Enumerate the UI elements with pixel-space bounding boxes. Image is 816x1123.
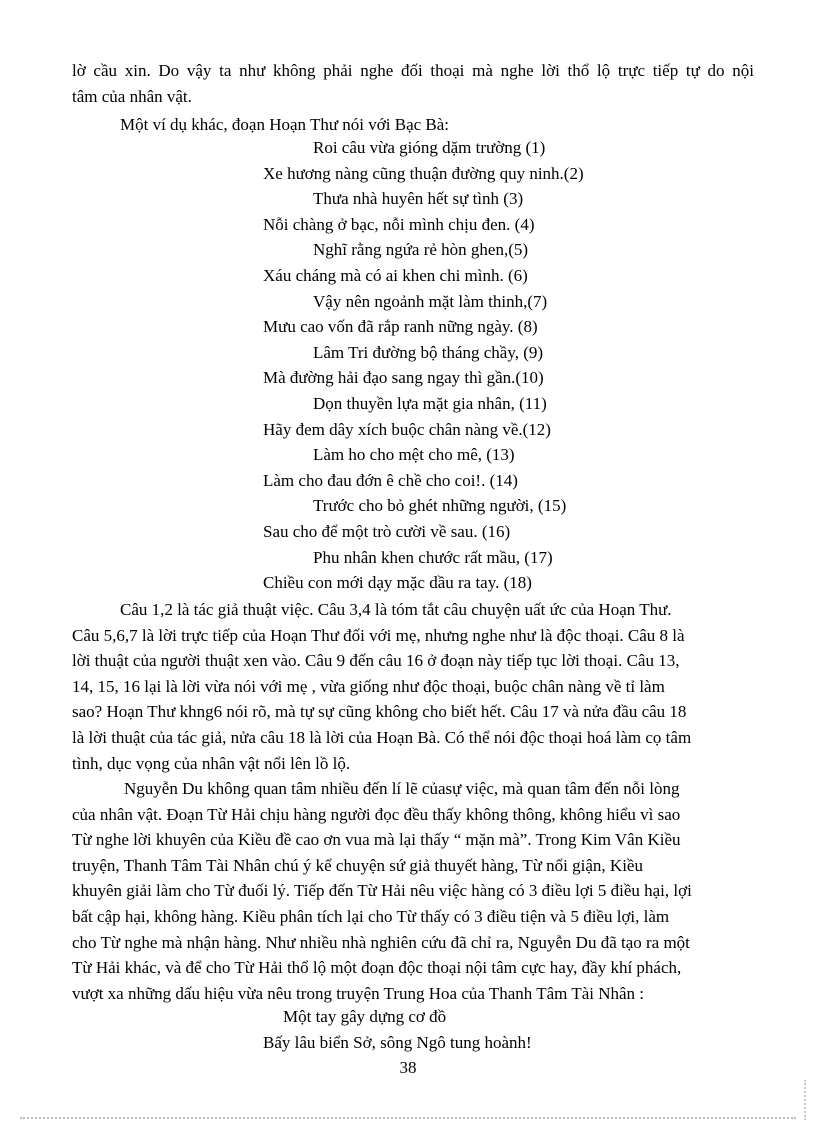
text-line: bất cập hại, không hàng. Kiều phân tích lại cho Từ thấy có 3 điều tiện và 5 điều lợi, làm: [72, 906, 670, 926]
text-line: Câu 5,6,7 là lời trực tiếp của Hoạn Thư đối với mẹ, nhưng nghe như là độc thoại. Câu 8 là: [72, 625, 685, 645]
text-line: tình, dục vọng của nhân vật nổi lên lồ lộ.: [72, 753, 351, 773]
verse-line: Roi câu vừa gióng dặm trường (1): [313, 138, 546, 157]
text-line: Từ Hải khác, và để cho Từ Hải thổ lộ một đoạn độc thoại nội tâm cực hay, đầy khí phách,: [72, 958, 682, 978]
text-line: Từ nghe lời khuyên của Kiều đề cao ơn vua mà lại thấy “ mặn mà”. Trong Kim Vân Kiều: [72, 830, 681, 850]
text-line: Câu 1,2 là tác giả thuật việc. Câu 3,4 là tóm tắt câu chuyện uất ức của Hoạn Thư.: [120, 600, 672, 619]
verse-line: Nỗi chàng ở bạc, nỗi mình chịu đen. (4): [263, 214, 535, 234]
page-border-right: [804, 1080, 806, 1120]
text-line: cho Từ nghe mà nhận hàng. Như nhiều nhà nghiên cứu đã chỉ ra, Nguyễn Du đã tạo ra một: [72, 932, 690, 952]
text-line: Nguyễn Du không quan tâm nhiều đến lí lẽ củasự việc, mà quan tâm đến nỗi lòng: [124, 779, 680, 798]
text-line: lờ cầu xin. Do vậy ta như không phải nghe đối thoại mà nghe lời thổ lộ trực tiếp tự do nội: [72, 61, 754, 80]
verse-line: Lâm Tri đường bộ tháng chầy, (9): [313, 342, 544, 362]
verse-line: Vậy nên ngoảnh mặt làm thinh,(7): [313, 291, 548, 311]
verse-line: Dọn thuyền lựa mặt gia nhân, (11): [313, 394, 547, 413]
verse-line: Làm ho cho mệt cho mê, (13): [313, 445, 515, 465]
text-line: là lời thuật của tác giả, nửa câu 18 là lời của Hoạn Bà. Có thể nói độc thoại hoá làm cọ tâm: [72, 727, 692, 747]
verse-line: Mà đường hải đạo sang ngay thì gần.(10): [263, 368, 544, 388]
text-line: sao? Hoạn Thư khng6 nói rõ, mà tự sự cũng không cho biết hết. Câu 17 và nửa đầu câu 18: [72, 702, 687, 722]
verse-line: Trước cho bỏ ghét những người, (15): [313, 496, 567, 516]
verse-line: Làm cho đau đớn ê chề cho coi!. (14): [263, 470, 518, 490]
paragraph-continuation: [72, 58, 754, 109]
verse-line: Chiều con mới dạy mặc dầu ra tay. (18): [263, 573, 532, 593]
verse-line: Phu nhân khen chước rất mầu, (17): [313, 547, 553, 567]
verse-line: Sau cho để một trò cười về sau. (16): [263, 522, 511, 541]
verse-line: Nghĩ rằng ngứa rẻ hòn ghen,(5): [313, 240, 529, 260]
verse-line: Thưa nhà huyên hết sự tình (3): [313, 189, 524, 209]
page-number: 38: [399, 1058, 417, 1077]
analysis-paragraph: [72, 597, 754, 776]
text-line: tâm của nhân vật.: [72, 86, 192, 106]
text-line: Một ví dụ khác, đoạn Hoạn Thư nói với Bạc Bà:: [120, 115, 450, 134]
text-line: lời thuật của người thuật xen vào. Câu 9 đến câu 16 ở đoạn này tiếp tục lời thoại. Câu 13,: [72, 651, 680, 671]
page-border-bottom: [20, 1117, 796, 1119]
text-line: 14, 15, 16 lại là lời vừa nói với mẹ , vừa giống như độc thoại, buộc chân nàng về tỉ làm: [72, 676, 665, 696]
verse-line: Bấy lâu biển Sở, sông Ngô tung hoành!: [263, 1032, 532, 1052]
text-line: của nhân vật. Đoạn Từ Hải chịu hàng người đọc đều thấy không thông, không hiểu vì sao: [72, 804, 681, 824]
verse-line: Hãy đem dây xích buộc chân nàng về.(12): [263, 419, 551, 439]
verse-line: Xáu cháng mà có ai khen chi mình. (6): [263, 266, 528, 285]
text-line: vượt xa những dấu hiệu vừa nêu trong truyện Trung Hoa của Thanh Tâm Tài Nhân :: [72, 983, 645, 1003]
nguyen-du-paragraph: [72, 776, 754, 1006]
text-line: truyện, Thanh Tâm Tài Nhân chú ý kể chuyện sứ giả thuyết hàng, Từ nổi giận, Kiều: [72, 855, 643, 875]
text-line: khuyên giải làm cho Từ đuối lý. Tiếp đến Từ Hải nêu việc hàng có 3 điều lợi 5 điều hại, lợi: [72, 881, 692, 901]
intro-line: [120, 112, 760, 138]
verse-line: Một tay gây dựng cơ đồ: [283, 1007, 447, 1026]
verse-line: Xe hương nàng cũng thuận đường quy ninh.(2): [263, 163, 584, 183]
verse-line: Mưu cao vốn đã rắp ranh nững ngày. (8): [263, 317, 538, 337]
